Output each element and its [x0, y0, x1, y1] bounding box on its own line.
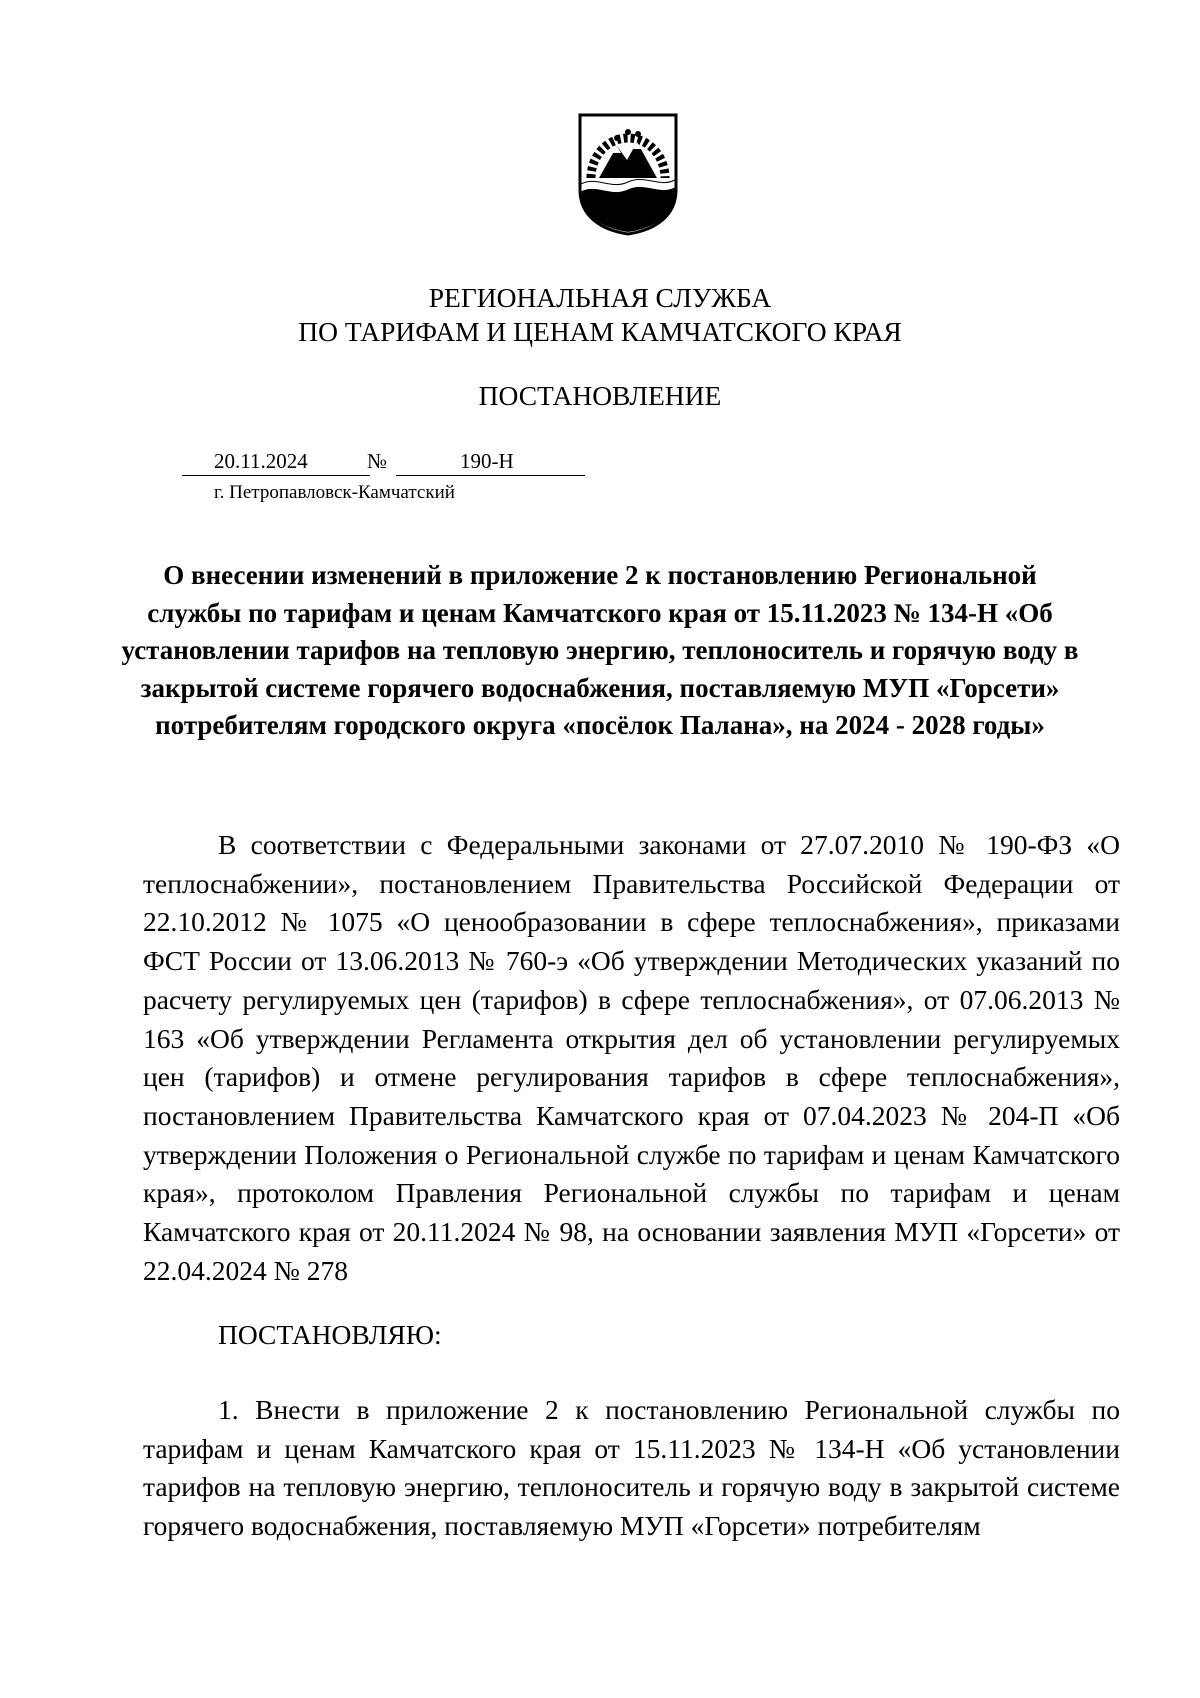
number-sign: №: [367, 449, 388, 473]
date-underline: [182, 475, 370, 476]
agency-name-line2: ПО ТАРИФАМ И ЦЕНАМ КАМЧАТСКОГО КРАЯ: [298, 316, 902, 347]
number-underline: [396, 475, 585, 476]
decree-word: ПОСТАНОВЛЯЮ:: [218, 1319, 442, 1350]
document-number: 190-Н: [460, 449, 514, 473]
document-type: ПОСТАНОВЛЕНИЕ: [478, 380, 722, 411]
document-meta: [182, 449, 585, 477]
item-1-paragraph: 1. Внести в приложение 2 к постановлению Региональной службы по тарифам и ценам Камчатского края от 15.11.2023 № 134-Н «Об установлении тарифов на тепловую энергию, теплоноситель и горячую воду в закрытой системе горячего водоснабжения, поставляемую МУП «Горсети» потребителям: [143, 1394, 1120, 1542]
preamble-paragraph: В соответствии с Федеральными законами от 27.07.2010 № 190-ФЗ «О теплоснабжении», постановлением Правительства Российской Федерации от 22.10.2012 № 1075 «О ценообразовании в сфере теплоснабжения», приказами ФСТ России от 13.06.2013 № 760-э «Об утверждении Методических указаний по расчету регулируемых цен (тарифов) в сфере теплоснабжения», от 07.06.2013 № 163 «Об утверждении Регламента открытия дел об установлении регулируемых цен (тарифов) и отмене регулирования тарифов в сфере теплоснабжения», постановлением Правительства Камчатского края от 07.04.2023 № 204-П «Об утверждении Положения о Региональной службе по тарифам и ценам Камчатского края», протоколом Правления Региональной службы по тарифам и ценам Камчатского края от 20.11.2024 № 98, на основании заявления МУП «Горсети» от 22.04.2024 № 278: [143, 829, 1120, 1286]
document-title: О внесении изменений в приложение 2 к постановлению Региональной службы по тарифам и ценам Камчатского края от 15.11.2023 № 134-Н «Об установлении тарифов на тепловую энергию, теплоноситель и горячую воду в закрытой системе горячего водоснабжения, поставляемую МУП «Горсети» потребителям городского округа «посёлок Палана», на 2024 - 2028 годы»: [121, 560, 1079, 741]
document-city: г. Петропавловск-Камчатский: [214, 482, 455, 503]
document-date: 20.11.2024: [214, 449, 308, 473]
kamchatka-coat-of-arms-icon: [577, 112, 679, 236]
agency-name-line1: РЕГИОНАЛЬНАЯ СЛУЖБА: [428, 282, 772, 313]
agency-name: [0, 281, 1200, 349]
